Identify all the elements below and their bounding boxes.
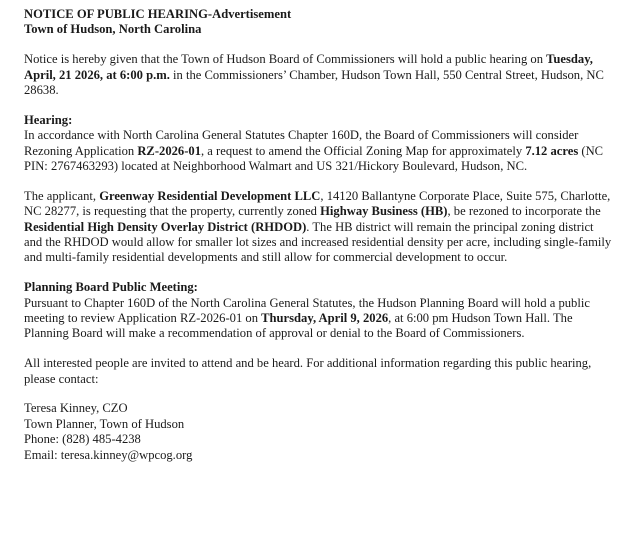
current-zoning: Highway Business (HB) [320,204,448,219]
overlay-district: Residential High Density Overlay District (RHDOD) [24,219,307,234]
notice-intro-text-1: Notice is hereby given that the Town of Hudson Board of Commissioners will hold a public hearing on [24,52,547,67]
contact-block [24,401,614,463]
contact-email: Email: teresa.kinney@wpcog.org [24,447,193,462]
notice-document [24,7,614,463]
applicant-name: Greenway Residential Development LLC [99,188,321,203]
planning-text-2: , at 6:00 pm Hudson Town Hall. The Planning Board will make a recommendation of approval or denial to the Board of Commissioners. [24,311,573,341]
hearing-text-2: , a request to amend the Official Zoning Map for approximately [201,143,526,158]
invitation-paragraph: All interested people are invited to attend and be heard. For additional information regarding this public hearing, please contact: [24,356,592,386]
applicant-paragraph [24,189,614,266]
notice-intro-paragraph [24,52,614,98]
acreage: 7.12 acres [525,143,579,158]
planning-text-1: Pursuant to Chapter 160D of the North Carolina General Statutes, the Hudson Planning Board will hold a public meeting to review Application RZ-2026-01 on [24,295,590,326]
contact-phone: Phone: (828) 485-4238 [24,432,141,447]
hearing-heading: Hearing: [24,112,73,127]
notice-title: NOTICE OF PUBLIC HEARING-Advertisement [24,7,292,21]
hearing-date: Tuesday, April, 21 2026, at 6:00 p.m. [24,52,593,82]
notice-intro-text-2: in the Commissioners’ Chamber, Hudson Town Hall, 550 Central Street, Hudson, NC 28638. [24,67,604,98]
contact-name: Teresa Kinney, CZO [24,401,128,416]
contact-title: Town Planner, Town of Hudson [24,416,185,431]
planning-paragraph [24,296,614,342]
planning-meeting-date: Thursday, April 9, 2026 [261,311,389,326]
hearing-text-3: (NC PIN: 2767463293) located at Neighborhood Walmart and US 321/Hickory Boulevard, Hudson, NC. [24,143,604,174]
applicant-text-1: The applicant, [24,188,100,203]
notice-subtitle: Town of Hudson, North Carolina [24,22,202,37]
applicant-text-3: , be rezoned to incorporate the [447,204,601,219]
hearing-paragraph [24,128,614,174]
applicant-text-4: . The HB district will remain the principal zoning district and the RHDOD would allow for smaller lot sizes and increased residential density per acre, including single-family and multi-family residential developments and still allow for commercial development to occur. [24,219,612,265]
planning-heading: Planning Board Public Meeting: [24,280,198,295]
hearing-text-1: In accordance with North Carolina General Statutes Chapter 160D, the Board of Commissioners will consider Rezoning Application [24,128,579,158]
application-number: RZ-2026-01 [137,143,201,158]
applicant-text-2: , 14120 Ballantyne Corporate Place, Suite 575, Charlotte, NC 28277, is requesting that the property, currently zoned [24,188,611,219]
